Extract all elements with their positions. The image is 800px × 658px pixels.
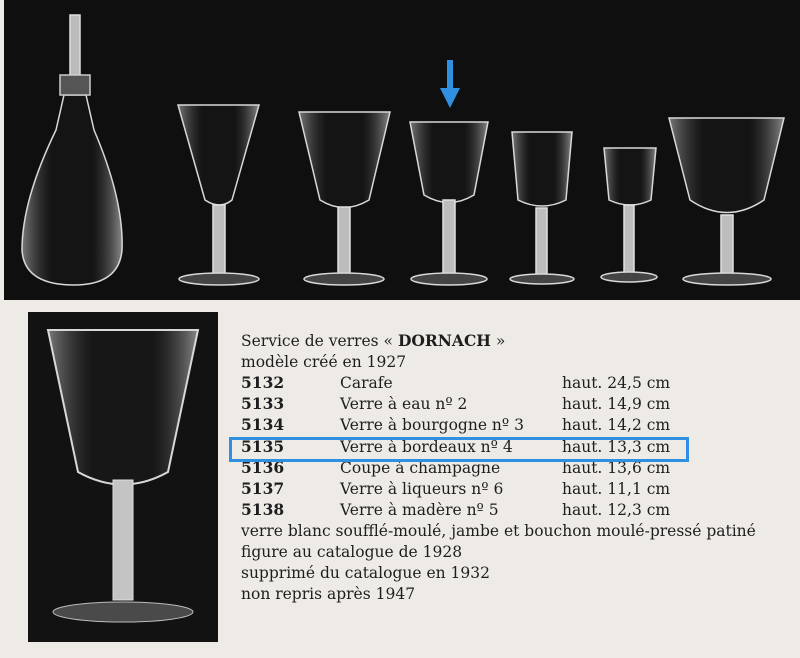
burgundy-glass-image [299, 112, 390, 285]
liqueur-glass-large-image [510, 132, 574, 284]
item-height: haut. 11,1 cm [562, 480, 671, 498]
madeira-glass-image [601, 148, 657, 282]
note-catalogue: figure au catalogue de 1928 [241, 543, 463, 561]
item-height: haut. 13,3 cm [562, 438, 671, 456]
note-material: verre blanc soufflé-moulé, jambe et bouchon moulé-pressé patiné [241, 522, 756, 540]
item-code: 5133 [241, 394, 285, 413]
carafe-image [22, 15, 122, 285]
water-glass-image [178, 105, 259, 285]
service-title [241, 331, 505, 351]
item-height: haut. 13,6 cm [562, 459, 671, 477]
subtitle: modèle créé en 1927 [241, 353, 407, 371]
item-name: Carafe [340, 374, 393, 392]
item-name: Verre à bourgogne nº 3 [340, 416, 524, 434]
item-code: 5137 [241, 479, 285, 498]
glassware-set-photo [4, 0, 800, 300]
item-height: haut. 12,3 cm [562, 501, 671, 519]
title-prefix: Service de verres « [241, 332, 398, 350]
note-not-reissued: non repris après 1947 [241, 585, 416, 603]
item-name: Verre à bordeaux nº 4 [340, 438, 513, 456]
down-arrow-icon [440, 60, 460, 108]
highlight-box [229, 437, 689, 462]
item-name: Verre à liqueurs nº 6 [340, 480, 504, 498]
item-name: Verre à eau nº 2 [340, 395, 468, 413]
item-code: 5132 [241, 373, 285, 392]
champagne-coupe-image [669, 118, 784, 285]
title-name: DORNACH [397, 331, 491, 350]
item-height: haut. 24,5 cm [562, 374, 671, 392]
note-removed: supprimé du catalogue en 1932 [241, 564, 490, 582]
item-height: haut. 14,2 cm [562, 416, 671, 434]
item-name: Coupe à champagne [340, 459, 501, 477]
item-height: haut. 14,9 cm [562, 395, 671, 413]
item-code: 5136 [241, 458, 285, 477]
bordeaux-glass-image [410, 122, 488, 285]
title-suffix: » [490, 332, 506, 350]
item-code: 5135 [241, 437, 285, 456]
item-code: 5138 [241, 500, 285, 519]
bordeaux-glass-photo [28, 312, 218, 642]
item-name: Verre à madère nº 5 [340, 501, 499, 519]
item-code: 5134 [241, 415, 285, 434]
